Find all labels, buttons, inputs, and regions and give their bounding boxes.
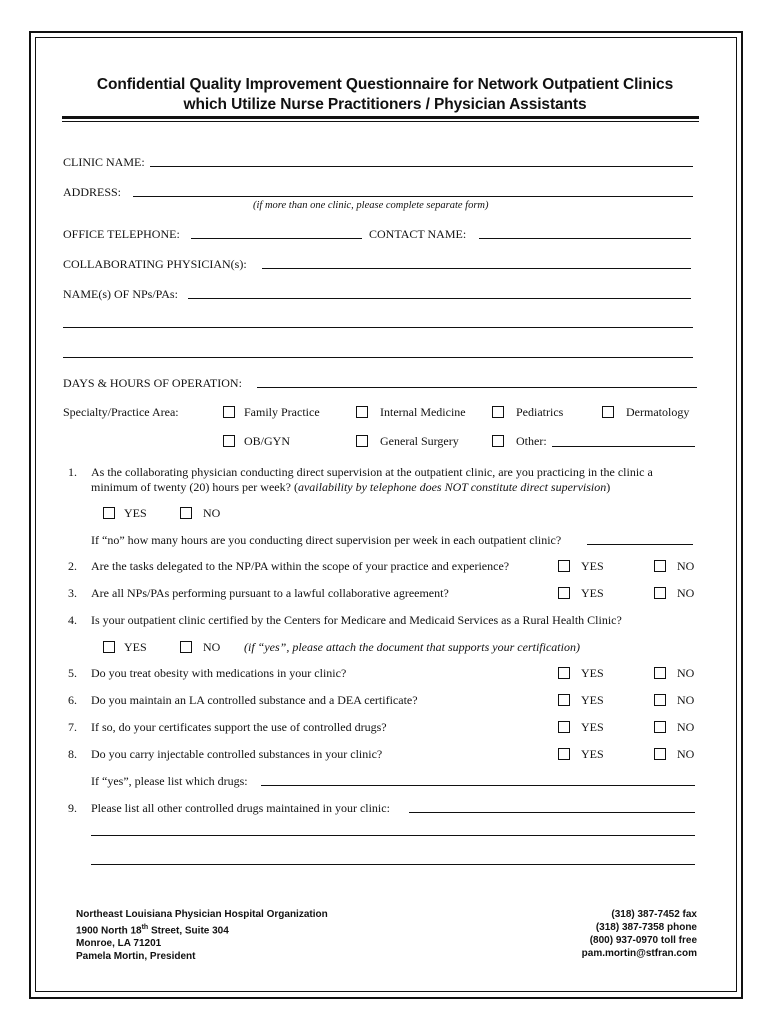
q3-yes-label: YES	[581, 586, 604, 600]
q3-no-checkbox[interactable]	[654, 587, 666, 599]
q3-no-label: NO	[677, 586, 695, 600]
q3-number: 3.	[68, 586, 77, 600]
pediatrics-label: Pediatrics	[516, 405, 564, 419]
general-surgery-checkbox[interactable]	[356, 435, 368, 447]
internal-medicine-checkbox[interactable]	[356, 406, 368, 418]
q4-text: Is your outpatient clinic certified by the Centers for Medicare and Medicaid Services as a Rural Health Clinic?	[91, 613, 622, 627]
days-hours-field[interactable]	[257, 387, 697, 388]
q4-yes-label: YES	[124, 640, 147, 654]
days-hours-label: DAYS & HOURS OF OPERATION:	[63, 376, 242, 390]
ob-gyn-checkbox[interactable]	[223, 435, 235, 447]
contact-name-field[interactable]	[479, 238, 691, 239]
clinic-name-field[interactable]	[150, 166, 693, 167]
footer-org: Northeast Louisiana Physician Hospital Organization	[76, 909, 328, 920]
dermatology-label: Dermatology	[626, 405, 690, 419]
q3-text: Are all NPs/PAs performing pursuant to a lawful collaborative agreement?	[91, 586, 449, 600]
footer-contact-block	[582, 908, 697, 960]
q6-number: 6.	[68, 693, 77, 707]
footer-tollfree: (800) 937-0970 toll free	[589, 935, 697, 946]
q2-yes-label: YES	[581, 559, 604, 573]
q8-no-label: NO	[677, 747, 695, 761]
office-telephone-field[interactable]	[191, 238, 362, 239]
q4-no-label: NO	[203, 640, 221, 654]
q6-no-label: NO	[677, 693, 695, 707]
q4-yes-checkbox[interactable]	[103, 641, 115, 653]
footer-fax: (318) 387-7452 fax	[611, 909, 697, 920]
q8-yes-label: YES	[581, 747, 604, 761]
q1-yes-label: YES	[124, 506, 147, 520]
ob-gyn-label: OB/GYN	[244, 434, 291, 448]
q5-no-checkbox[interactable]	[654, 667, 666, 679]
q1-number: 1.	[68, 465, 77, 479]
general-surgery-label: General Surgery	[380, 434, 459, 448]
footer-email[interactable]: pam.mortin@stfran.com	[581, 948, 697, 959]
q2-text: Are the tasks delegated to the NP/PA within the scope of your practice and experience?	[91, 559, 510, 573]
q7-yes-label: YES	[581, 720, 604, 734]
pediatrics-checkbox[interactable]	[492, 406, 504, 418]
q6-yes-label: YES	[581, 693, 604, 707]
names-np-pa-field[interactable]	[188, 298, 691, 299]
q5-no-label: NO	[677, 666, 695, 680]
q1-followup: If “no” how many hours are you conducting direct supervision per week in each outpatient clinic?	[91, 533, 562, 547]
names-np-pa-field-3[interactable]	[63, 357, 693, 358]
address-field[interactable]	[133, 196, 693, 197]
other-field[interactable]	[552, 446, 695, 447]
address-label: ADDRESS:	[63, 185, 122, 199]
q9-text: Please list all other controlled drugs maintained in your clinic:	[91, 801, 390, 815]
q9-drugs-field[interactable]	[409, 812, 695, 813]
q7-no-label: NO	[677, 720, 695, 734]
family-practice-checkbox[interactable]	[223, 406, 235, 418]
q9-drugs-field-2[interactable]	[91, 835, 695, 836]
q8-number: 8.	[68, 747, 77, 761]
q1-no-label: NO	[203, 506, 221, 520]
q1-text-line2: minimum of twenty (20) hours per week? (availability by telephone does NOT constitute direct supervision)	[91, 480, 611, 494]
title-line-2: which Utilize Nurse Practitioners / Physician Assistants	[183, 96, 587, 113]
q5-text: Do you treat obesity with medications in your clinic?	[91, 666, 347, 680]
q4-no-checkbox[interactable]	[180, 641, 192, 653]
title-rule-thick	[62, 116, 699, 119]
q6-text: Do you maintain an LA controlled substance and a DEA certificate?	[91, 693, 418, 707]
address-note: (if more than one clinic, please complete separate form)	[253, 200, 489, 211]
footer-address-block	[76, 908, 328, 963]
specialty-label: Specialty/Practice Area:	[63, 405, 179, 419]
other-label: Other:	[516, 434, 547, 448]
q9-number: 9.	[68, 801, 77, 815]
names-np-pa-field-2[interactable]	[63, 327, 693, 328]
q9-drugs-field-3[interactable]	[91, 864, 695, 865]
q4-number: 4.	[68, 613, 77, 627]
q2-yes-checkbox[interactable]	[558, 560, 570, 572]
footer-street: 1900 North 18th Street, Suite 304	[76, 924, 229, 937]
q4-note: (if “yes”, please attach the document that supports your certification)	[244, 640, 580, 654]
clinic-name-label: CLINIC NAME:	[63, 155, 145, 169]
q7-number: 7.	[68, 720, 77, 734]
collaborating-physician-label: COLLABORATING PHYSICIAN(s):	[63, 257, 247, 271]
q8-text: Do you carry injectable controlled substances in your clinic?	[91, 747, 383, 761]
q2-number: 2.	[68, 559, 77, 573]
q1-text-line1: As the collaborating physician conducting direct supervision at the outpatient clinic, are you practicing in the clinic a	[91, 465, 653, 479]
title-rule-thin	[62, 121, 699, 122]
q7-no-checkbox[interactable]	[654, 721, 666, 733]
footer-president: Pamela Mortin, President	[76, 951, 196, 963]
other-checkbox[interactable]	[492, 435, 504, 447]
dermatology-checkbox[interactable]	[602, 406, 614, 418]
title-line-1: Confidential Quality Improvement Questionnaire for Network Outpatient Clinics	[96, 76, 674, 93]
q7-yes-checkbox[interactable]	[558, 721, 570, 733]
office-telephone-label: OFFICE TELEPHONE:	[63, 227, 180, 241]
footer-phone: (318) 387-7358 phone	[595, 922, 697, 933]
names-np-pa-label: NAME(s) OF NPs/PAs:	[63, 287, 178, 301]
q2-no-label: NO	[677, 559, 695, 573]
q6-yes-checkbox[interactable]	[558, 694, 570, 706]
q5-number: 5.	[68, 666, 77, 680]
q1-yes-checkbox[interactable]	[103, 507, 115, 519]
q8-followup: If “yes”, please list which drugs:	[91, 774, 248, 788]
q8-drugs-field[interactable]	[261, 785, 695, 786]
footer-city: Monroe, LA 71201	[76, 938, 162, 950]
q6-no-checkbox[interactable]	[654, 694, 666, 706]
q1-hours-field[interactable]	[587, 544, 693, 545]
q2-no-checkbox[interactable]	[654, 560, 666, 572]
collaborating-physician-field[interactable]	[262, 268, 691, 269]
q8-yes-checkbox[interactable]	[558, 748, 570, 760]
internal-medicine-label: Internal Medicine	[380, 405, 466, 419]
q5-yes-label: YES	[581, 666, 604, 680]
contact-name-label: CONTACT NAME:	[369, 227, 467, 241]
q3-yes-checkbox[interactable]	[558, 587, 570, 599]
q7-text: If so, do your certificates support the use of controlled drugs?	[91, 720, 387, 734]
family-practice-label: Family Practice	[244, 405, 320, 419]
q8-no-checkbox[interactable]	[654, 748, 666, 760]
q1-no-checkbox[interactable]	[180, 507, 192, 519]
q5-yes-checkbox[interactable]	[558, 667, 570, 679]
